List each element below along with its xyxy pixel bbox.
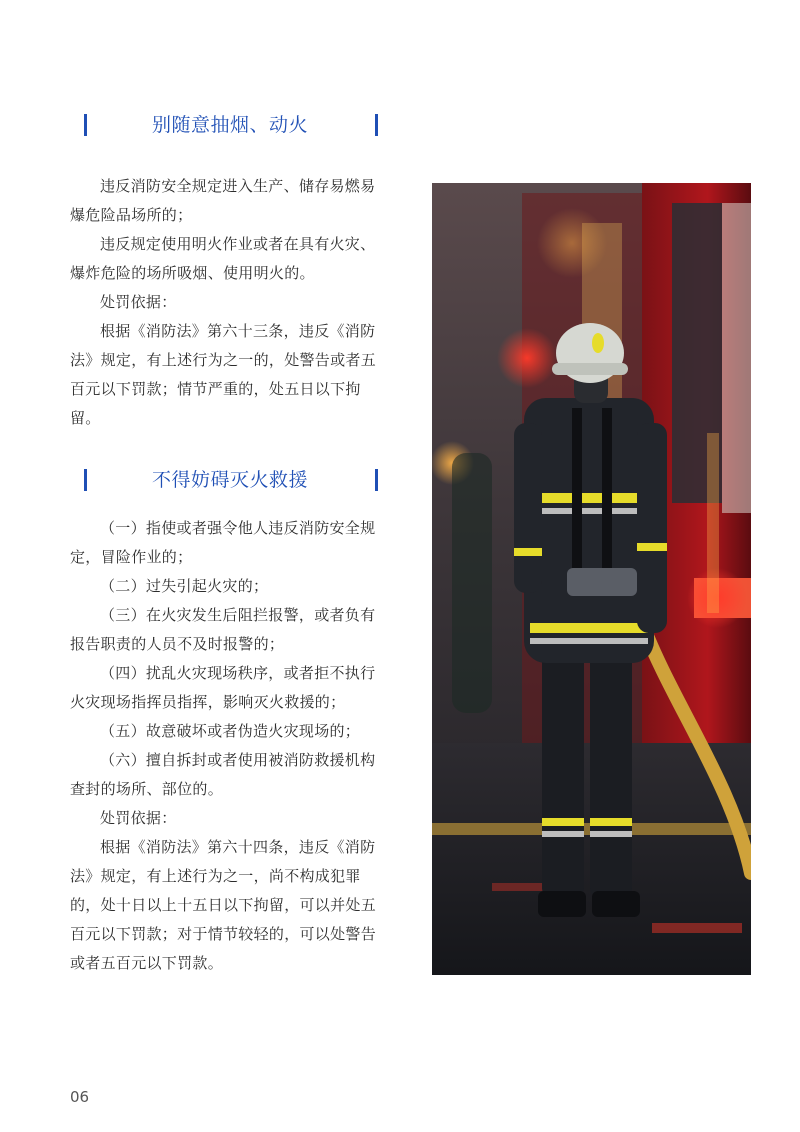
section-heading-smoking xyxy=(70,112,390,140)
paragraph: 违反消防安全规定进入生产、储存易燃易爆危险品场所的； xyxy=(70,177,376,224)
paragraph: （一）指使或者强令他人违反消防安全规定，冒险作业的； xyxy=(70,519,376,566)
paragraph: 根据《消防法》第六十三条，违反《消防法》规定，有上述行为之一的，处警告或者五百元以下罚款；情节严重的，处五日以下拘留。 xyxy=(70,322,377,427)
section-body-smoking xyxy=(70,172,382,433)
paragraph: （五）故意破坏或者伪造火灾现场的； xyxy=(100,722,361,740)
section-heading-rescue xyxy=(70,467,390,495)
paragraph: （二）过失引起火灾的； xyxy=(100,577,269,595)
paragraph: （六）擅自拆封或者使用被消防救援机构查封的场所、部位的。 xyxy=(70,751,376,798)
paragraph: 处罚依据： xyxy=(100,809,177,827)
heading-bar-right xyxy=(375,114,378,136)
paragraph: （三）在火灾发生后阻拦报警，或者负有报告职责的人员不及时报警的； xyxy=(70,606,376,653)
heading-bar-right xyxy=(375,469,378,491)
page-number: 06 xyxy=(70,1088,90,1106)
paragraph: （四）扰乱火灾现场秩序，或者拒不执行火灾现场指挥员指挥，影响灭火救援的； xyxy=(70,664,376,711)
section-title: 别随意抽烟、动火 xyxy=(151,114,308,136)
section-title: 不得妨碍灭火救援 xyxy=(151,469,308,491)
firefighter-photo xyxy=(432,183,751,975)
paragraph: 处罚依据： xyxy=(100,293,177,311)
paragraph: 根据《消防法》第六十四条，违反《消防法》规定，有上述行为之一，尚不构成犯罪的，处十日以上十五日以下拘留，可以并处五百元以下罚款；对于情节较轻的，可以处警告或者五百元以下罚款。 xyxy=(70,838,377,972)
section-body-rescue xyxy=(70,514,382,978)
paragraph: 违反规定使用明火作业或者在具有火灾、爆炸危险的场所吸烟、使用明火的。 xyxy=(70,235,376,282)
